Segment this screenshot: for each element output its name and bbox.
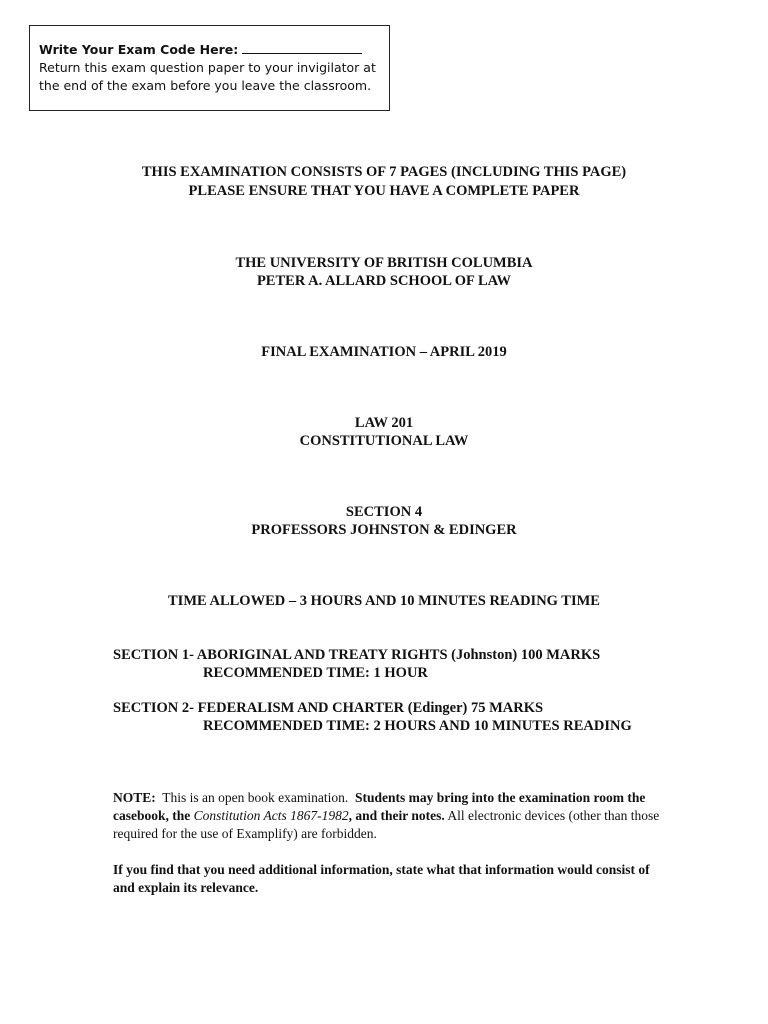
course-code: LAW 201 (354, 415, 414, 431)
note-electronic-devices: All electronic devices (other than those required for the use of Examplify) are forbidden. (113, 808, 660, 841)
section-number: SECTION 4 (345, 504, 423, 520)
exam-title: FINAL EXAMINATION – APRIL 2019 (261, 344, 507, 360)
note-label: NOTE: (113, 790, 156, 805)
exam-code-label: Write Your Exam Code Here: (39, 42, 239, 57)
note-notes: , and their notes. (348, 808, 445, 823)
exam-code-blank-line[interactable] (242, 41, 362, 54)
time-allowed: TIME ALLOWED – 3 HOURS AND 10 MINUTES READING TIME (168, 593, 600, 609)
note-constitution-acts: Constitution Acts 1867-1982 (193, 808, 349, 823)
return-instruction-line1: Return this exam question paper to your invigilator at (39, 60, 376, 75)
note-open-book: This is an open book examination. (162, 790, 349, 805)
note-permitted-materials: Students may bring into the examination room the casebook, the (113, 790, 646, 823)
section-2 (113, 699, 733, 735)
note-paragraph (113, 789, 673, 843)
pages-notice: THIS EXAMINATION CONSISTS OF 7 PAGES (INCLUDING THIS PAGE) (141, 164, 627, 180)
university-name: THE UNIVERSITY OF BRITISH COLUMBIA (235, 255, 533, 271)
exam-code-box (29, 25, 390, 111)
school-name: PETER A. ALLARD SCHOOL OF LAW (256, 273, 512, 289)
professors: PROFESSORS JOHNSTON & EDINGER (251, 522, 517, 538)
additional-info-paragraph: If you find that you need additional information, state what that information would consist of and explain its relevance. (113, 862, 650, 895)
section-2-title: SECTION 2- FEDERALISM AND CHARTER (Edinger) 75 MARKS (113, 700, 544, 716)
section-2-recommended-time: RECOMMENDED TIME: 2 HOURS AND 10 MINUTES READING (203, 718, 632, 734)
return-instruction-line2: the end of the exam before you leave the classroom. (39, 78, 372, 93)
complete-paper-notice: PLEASE ENSURE THAT YOU HAVE A COMPLETE PAPER (188, 183, 580, 199)
section-1-title: SECTION 1- ABORIGINAL AND TREATY RIGHTS (Johnston) 100 MARKS (113, 647, 601, 663)
section-1 (113, 646, 733, 682)
course-name: CONSTITUTIONAL LAW (299, 433, 469, 449)
section-1-recommended-time: RECOMMENDED TIME: 1 HOUR (203, 665, 428, 681)
